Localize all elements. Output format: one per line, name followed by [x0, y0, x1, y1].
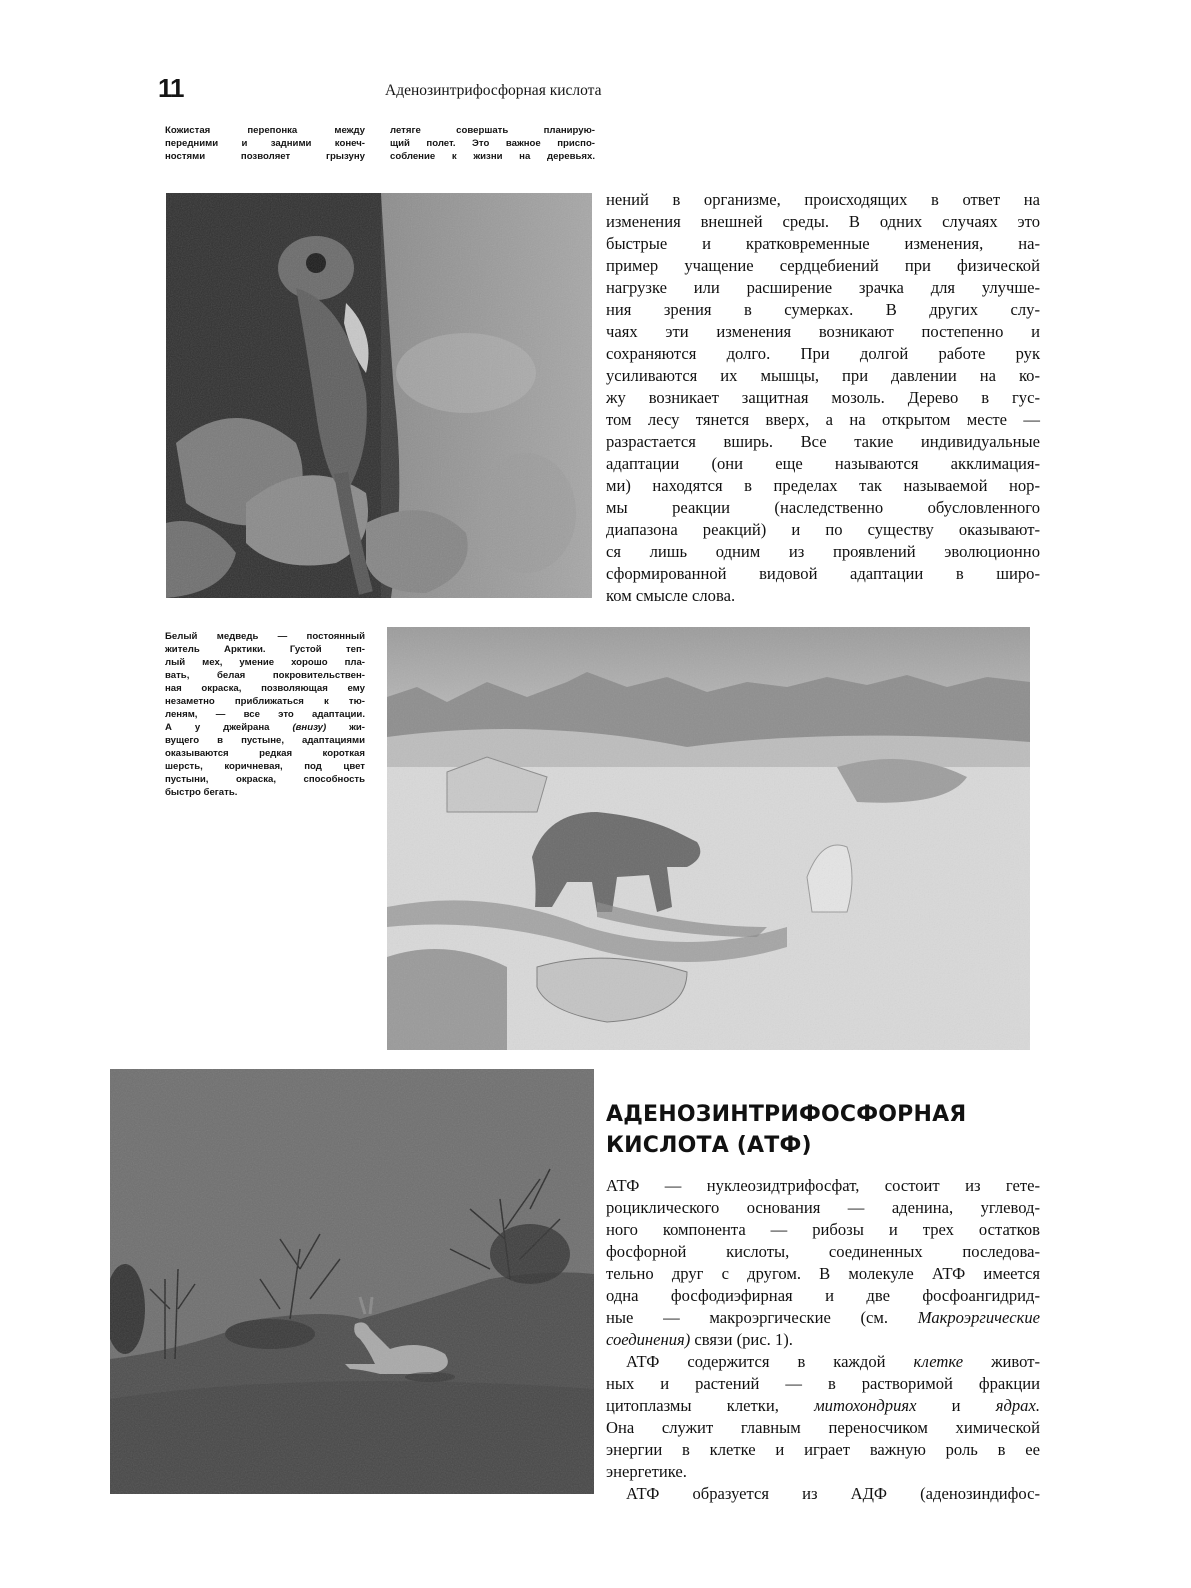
gazelle-photo [110, 1069, 594, 1494]
caption-fragment: А у джейрана [165, 722, 270, 733]
caption-line: шерсть, коричневая, под цвет [165, 761, 365, 772]
text-line: энергии в клетке и играет важную роль в ее [606, 1440, 1040, 1459]
cross-reference-link[interactable]: Макроэргические [917, 1308, 1040, 1327]
caption-line: пустыни, окраска, способность [165, 774, 365, 785]
text-line: фосфорной кислоты, соединенных последова- [606, 1242, 1040, 1261]
caption-line: быстро бегать. [165, 787, 238, 798]
text-line: ся лишь одним из проявлений эволюционно [606, 542, 1040, 561]
text-line: изменения внешней среды. В одних случаях это [606, 212, 1040, 231]
text-line: Она служит главным переносчиком химической [606, 1418, 1040, 1437]
text-line: ми) находятся в пределах так называемой нор- [606, 476, 1040, 495]
article-heading-line: АДЕНОЗИНТРИФОСФОРНАЯ [606, 1102, 967, 1127]
text-line: АТФ — нуклеозидтрифосфат, состоит из гете- [606, 1176, 1040, 1195]
text-line: мы реакции (наследственно обусловленного [606, 498, 1040, 517]
caption-line: незаметно приближаться к тю- [165, 696, 365, 707]
gazelle-image-icon [110, 1069, 594, 1494]
caption-line: леням, — все это адаптации. [165, 709, 365, 720]
text-fragment: живот- [963, 1352, 1040, 1371]
text-line: ных и растений — в растворимой фракции [606, 1374, 1040, 1393]
text-fragment: связи (рис. 1). [690, 1330, 793, 1349]
squirrel-caption-left [165, 124, 365, 163]
caption-line: вущего в пустыне, адаптациями [165, 735, 365, 746]
polar-bear-caption [165, 630, 365, 799]
text-line: быстрые и кратковременные изменения, на- [606, 234, 1040, 253]
cross-reference-link[interactable]: соединения) [606, 1330, 691, 1349]
flying-squirrel-image-icon [166, 193, 592, 598]
caption-line: передними и задними конеч- [165, 138, 365, 149]
caption-line: ностями позволяет грызуну [165, 151, 365, 162]
text-line: диапазона реакций) и по существу оказывают- [606, 520, 1040, 539]
page-number: 11 [158, 73, 184, 103]
caption-line: оказываются редкая короткая [165, 748, 365, 759]
polar-bear-photo [387, 627, 1030, 1050]
flying-squirrel-photo [166, 193, 592, 598]
article-heading [606, 1099, 1040, 1161]
caption-line [165, 721, 365, 734]
caption-line: летяге совершать планирую- [390, 125, 595, 136]
text-fragment: цитоплазмы клетки, [606, 1396, 815, 1415]
cross-reference-link[interactable]: клетке [913, 1352, 964, 1371]
caption-line: вать, белая покровительствен- [165, 670, 365, 681]
text-line: том лесу тянется вверх, а на открытом месте — [606, 410, 1040, 429]
text-line: нений в организме, происходящих в ответ на [606, 190, 1040, 209]
text-line: ного компонента — рибозы и трех остатков [606, 1220, 1040, 1239]
text-line: сохраняются долго. При долгой работе рук [606, 344, 1040, 363]
text-line: тельно друг с другом. В молекуле АТФ имеется [606, 1264, 1040, 1283]
article-heading-line: КИСЛОТА (АТФ) [606, 1133, 812, 1158]
caption-line: Белый медведь — постоянный [165, 631, 365, 642]
caption-line: щий полет. Это важное приспо- [390, 138, 595, 149]
text-line: усиливаются их мышцы, при давлении на ко- [606, 366, 1040, 385]
text-line: пример учащение сердцебиений при физической [606, 256, 1040, 275]
text-line: чаях эти изменения возникают постепенно и [606, 322, 1040, 341]
caption-line: ная окраска, позволяющая ему [165, 683, 365, 694]
cross-reference-link[interactable]: ядрах. [995, 1396, 1040, 1415]
caption-fragment: жи- [349, 722, 366, 733]
running-head: Аденозинтрифосфорная кислота [385, 82, 602, 99]
text-line: нагрузке или расширение зрачка для улучше- [606, 278, 1040, 297]
caption-emphasis: (внизу) [292, 722, 327, 733]
text-line [606, 1395, 1040, 1417]
text-fragment: ные — макроэргические (см. [606, 1308, 918, 1327]
text-line: ния зрения в сумерках. В других слу- [606, 300, 1040, 319]
text-line: АТФ образуется из АДФ (аденозиндифос- [626, 1484, 1040, 1503]
atp-article-text [606, 1175, 1040, 1505]
caption-line: Кожистая перепонка между [165, 125, 365, 136]
text-line: разрастается вширь. Все такие индивидуальные [606, 432, 1040, 451]
caption-line: собление к жизни на деревьях. [390, 151, 595, 162]
text-line: одна фосфодиэфирная и две фосфоангидрид- [606, 1286, 1040, 1305]
cross-reference-link[interactable]: митохондриях [814, 1396, 917, 1415]
text-fragment: и [916, 1396, 996, 1415]
squirrel-caption-right [390, 124, 595, 163]
text-line [606, 1307, 1040, 1329]
adaptation-text-column [606, 189, 1040, 607]
caption-line: лый мех, умение хорошо пла- [165, 657, 365, 668]
text-line: роциклического основания — аденина, углевод- [606, 1198, 1040, 1217]
text-line [606, 1351, 1040, 1373]
text-line: энергетике. [606, 1462, 687, 1481]
polar-bear-image-icon [387, 627, 1030, 1050]
text-line: ком смысле слова. [606, 586, 736, 605]
caption-line: житель Арктики. Густой теп- [165, 644, 365, 655]
text-line: жу возникает защитная мозоль. Дерево в гус- [606, 388, 1040, 407]
text-fragment: АТФ содержится в каждой [626, 1352, 914, 1371]
text-line: сформированной видовой адаптации в широ- [606, 564, 1040, 583]
text-line: адаптации (они еще называются акклимация- [606, 454, 1040, 473]
text-line [606, 1329, 1040, 1351]
